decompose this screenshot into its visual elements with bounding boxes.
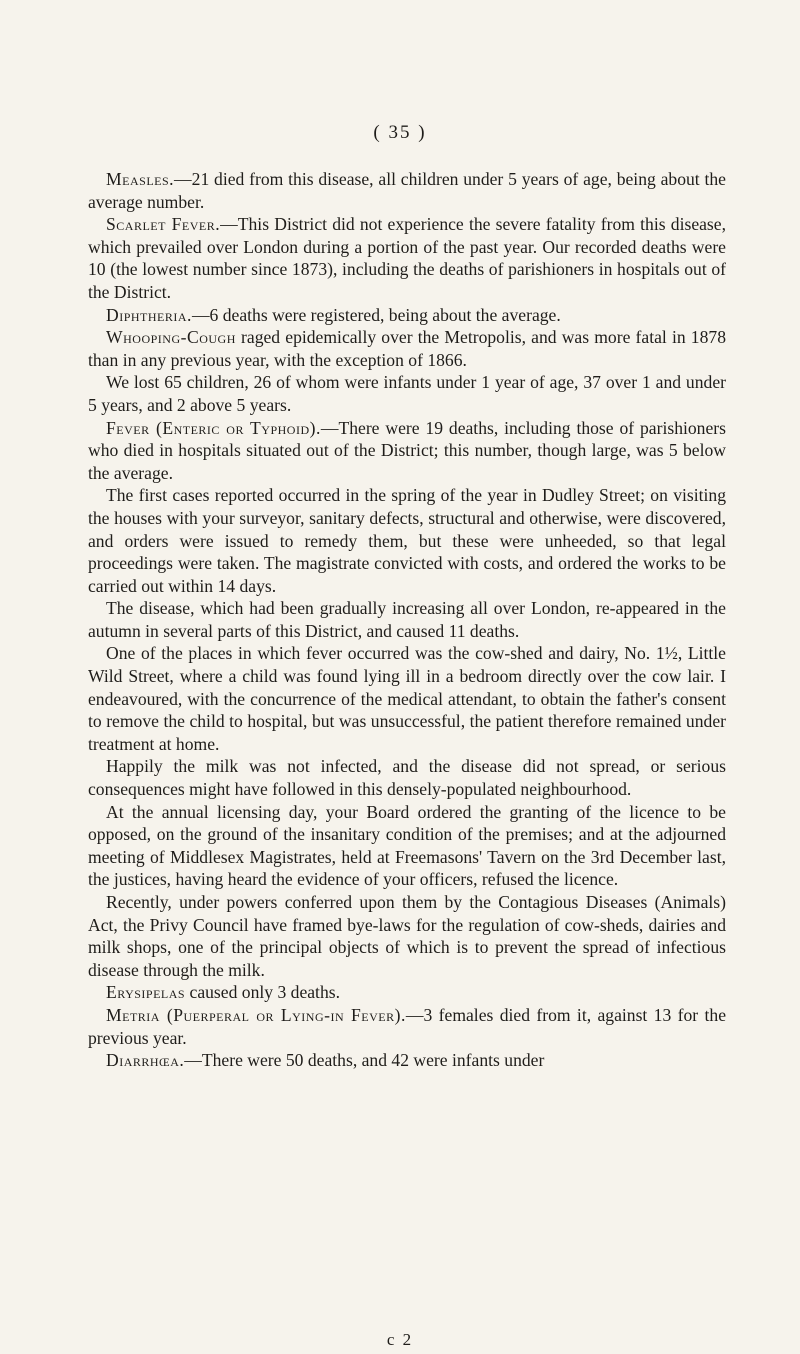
paragraph-diphtheria [88, 304, 726, 327]
paragraph-measles [88, 168, 726, 213]
section-heading: Measles. [106, 169, 175, 189]
paragraph-text: caused only 3 deaths. [185, 982, 340, 1003]
page-number: ( 35 ) [373, 122, 427, 143]
paragraph-dudley-street [88, 484, 726, 597]
paragraph-text: Happily the milk was not infected, and the disease did not spread, or serious consequences might have followed in this densely-populated neighbourhood. [88, 756, 726, 800]
paragraph-text: —There were 50 deaths, and 42 were infants under [184, 1050, 545, 1071]
section-heading: Fever (Enteric or Typhoid). [106, 417, 321, 438]
section-heading: Scarlet Fever. [106, 214, 221, 235]
paragraph-text: —This District did not experience the severe fatality from this disease, which prevailed over London during a portion of the past year. Our recorded deaths were 10 (the lowest number since 1873), including the deaths of parishioners in hospitals out of the District. [88, 214, 726, 302]
paragraph-text: One of the places in which fever occurred was the cow-shed and dairy, No. 1½, Little Wild Street, where a child was found lying ill in a bedroom directly over the cow lair. I endeavoured, with the concurrence of the medical attendant, to obtain the father's consent to remove the child to hospital, but was unsuccessful, the patient therefore remained under treatment at home. [88, 643, 726, 754]
paragraph-text: raged epidemically over the Metropolis, and was more fatal in 1878 than in any previous year, with the exception of 1866. [88, 327, 726, 370]
paragraph-disease-reappeared [88, 597, 726, 642]
paragraph-diarrhoea [88, 1049, 726, 1072]
paragraph-erysipelas [88, 981, 726, 1004]
paragraph-milk-not-infected [88, 755, 726, 800]
paragraph-text: —There were 19 deaths, including those of parishioners who died in hospitals situated out of the District; this number, though large, was 5 below the average. [88, 417, 726, 483]
paragraph-licensing-day [88, 801, 726, 891]
paragraph-text: The first cases reported occurred in the spring of the year in Dudley Street; on visiting the houses with your surveyor, sanitary defects, structural and otherwise, were discovered, and orders were issued to remedy them, but these were unheeded, so that legal proceedings were taken. The magistrate convicted with costs, and ordered the works to be carried out within 14 days. [88, 485, 726, 596]
section-heading: Whooping-Cough [106, 327, 236, 348]
paragraph-children-lost [88, 371, 726, 416]
signature-mark: c 2 [386, 1330, 414, 1349]
paragraph-text: The disease, which had been gradually increasing all over London, re-appeared in the autumn in several parts of this District, and caused 11 deaths. [88, 598, 726, 641]
paragraph-cow-shed [88, 642, 726, 755]
paragraph-scarlet-fever [88, 213, 726, 303]
section-heading: Diarrhœa. [106, 1050, 185, 1071]
paragraph-text: —3 females died from it, against 13 for the previous year. [88, 1004, 727, 1048]
paragraph-text: —6 deaths were registered, being about the average. [191, 304, 561, 325]
body-text [88, 168, 726, 1072]
paragraph-fever [88, 417, 726, 485]
paragraph-text: —21 died from this disease, all children under 5 years of age, being about the average number. [88, 169, 726, 212]
paragraph-text: At the annual licensing day, your Board ordered the granting of the licence to be opposed, on the ground of the insanitary condition of the premises; and at the adjourned meeting of Middlesex Magistrates, held at Freemasons' Tavern on the 3rd December last, the justices, having heard the evidence of your officers, refused the licence. [88, 801, 726, 890]
section-heading: Erysipelas [106, 982, 186, 1003]
paragraph-privy-council [88, 891, 726, 981]
section-heading: Diphtheria. [106, 304, 192, 325]
paragraph-text: We lost 65 children, 26 of whom were infants under 1 year of age, 37 over 1 and under 5 years, and 2 above 5 years. [88, 372, 726, 415]
paragraph-metria [88, 1004, 726, 1049]
section-heading: Metria (Puerperal or Lying-in Fever). [106, 1004, 406, 1025]
paragraph-whooping-cough [88, 326, 726, 371]
paragraph-text: Recently, under powers conferred upon them by the Contagious Diseases (Animals) Act, the Privy Council have framed bye-laws for the regulation of cow-sheds, dairies and milk shops, one of the principal objects of which is to prevent the spread of infectious disease through the milk. [88, 892, 726, 980]
